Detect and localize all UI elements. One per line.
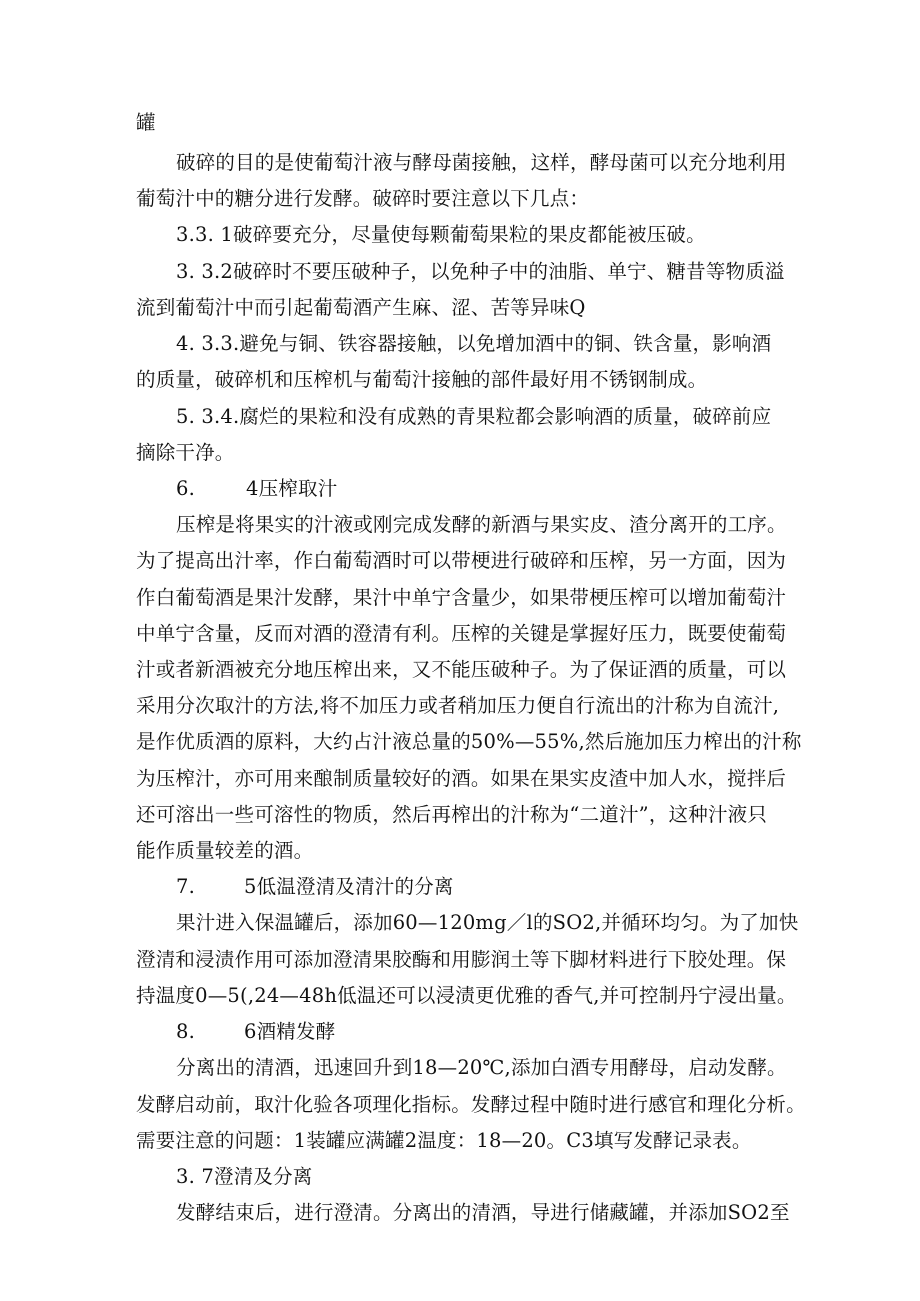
section-heading: 3. 7澄清及分离 xyxy=(176,1165,313,1188)
paragraph-line: 为压榨汁，亦可用来酿制质量较好的酒。如果在果实皮渣中加人水，搅拌后 xyxy=(136,767,787,790)
paragraph-line: 汁或者新酒被充分地压榨出来，又不能压破种子。为了保证酒的质量，可以 xyxy=(136,658,787,681)
paragraph-line: 果汁进入保温罐后，添加60—120mg／l的SO2,并循环均匀。为了加快 xyxy=(176,911,799,934)
paragraph-line: 采用分次取汁的方法,将不加压力或者稍加压力便自行流出的汁称为自流汁, xyxy=(136,694,780,717)
list-item: 4. 3.3.避免与铜、铁容器接触，以免增加酒中的铜、铁含量，影响酒 xyxy=(176,332,772,355)
paragraph-line: 流到葡萄汁中而引起葡萄酒产生麻、涩、苦等异味Q xyxy=(136,296,586,319)
list-item: 3. 3.2破碎时不要压破种子，以免种子中的油脂、单宁、糖昔等物质溢 xyxy=(176,260,785,283)
section-heading xyxy=(176,870,454,904)
paragraph-line: 破碎的目的是使葡萄汁液与酵母菌接触，这样，酵母菌可以充分地利用 xyxy=(176,151,787,174)
paragraph-line: 葡萄汁中的糖分进行发酵。破碎时要注意以下几点： xyxy=(136,187,590,210)
section-heading xyxy=(176,472,337,506)
paragraph-line: 需要注意的问题：1装罐应满罐2温度：18—20。C3填写发酵记录表。 xyxy=(136,1129,752,1152)
section-number: 6. xyxy=(176,477,196,500)
paragraph-line: 中单宁含量，反而对酒的澄清有利。压榨的关键是掌握好压力，既要使葡萄 xyxy=(136,622,787,645)
paragraph-line: 是作优质酒的原料，大约占汁液总量的50%—55%,然后施加压力榨出的汁称 xyxy=(136,730,802,753)
section-title: 5低温澄清及清汁的分离 xyxy=(244,875,454,898)
section-title: 4压榨取汁 xyxy=(246,477,338,500)
section-title: 6酒精发酵 xyxy=(244,1020,336,1043)
paragraph-line: 摘除干净。 xyxy=(136,441,235,464)
section-number: 8. xyxy=(176,1020,196,1043)
paragraph-line: 澄清和浸渍作用可添加澄清果胶酶和用膨润土等下脚材料进行下胶处理。保 xyxy=(136,948,787,971)
list-item: 3.3. 1破碎要充分，尽量使每颗葡萄果粒的果皮都能被压破。 xyxy=(176,223,706,246)
paragraph-line: 能作质量较差的酒。 xyxy=(136,839,314,862)
paragraph-line: 还可溶出一些可溶性的物质，然后再榨出的汁称为“二道汁”，这种汁液只 xyxy=(136,803,768,826)
paragraph-line: 的质量，破碎机和压榨机与葡萄汁接触的部件最好用不锈钢制成。 xyxy=(136,368,708,391)
paragraph-line: 持温度0—5(,24—48h低温还可以浸渍更优雅的香气,并可控制丹宁浸出量。 xyxy=(136,984,797,1007)
section-heading xyxy=(176,1015,335,1049)
paragraph-line: 为了提高出汁率，作白葡萄酒时可以带梗进行破碎和压榨，另一方面，因为 xyxy=(136,549,787,572)
paragraph-line: 发酵启动前，取汁化验各项理化指标。发酵过程中随时进行感官和理化分析。 xyxy=(136,1093,806,1116)
paragraph-line: 分离出的清酒，迅速回升到18—20℃,添加白酒专用酵母，启动发酵。 xyxy=(176,1056,787,1079)
paragraph-line: 压榨是将果实的汁液或刚完成发酵的新酒与果实皮、渣分离开的工序。 xyxy=(176,513,787,536)
section-number: 7. xyxy=(176,875,196,898)
paragraph-line: 作白葡萄酒是果汁发酵，果汁中单宁含量少，如果带梗压榨可以增加葡萄汁 xyxy=(136,586,787,609)
list-item: 5. 3.4.腐烂的果粒和没有成熟的青果粒都会影响酒的质量，破碎前应 xyxy=(176,405,772,428)
paragraph-line: 发酵结束后，进行澄清。分离出的清酒，导进行储藏罐，并添加SO2至 xyxy=(176,1201,790,1224)
paragraph-line: 罐 xyxy=(136,111,156,134)
